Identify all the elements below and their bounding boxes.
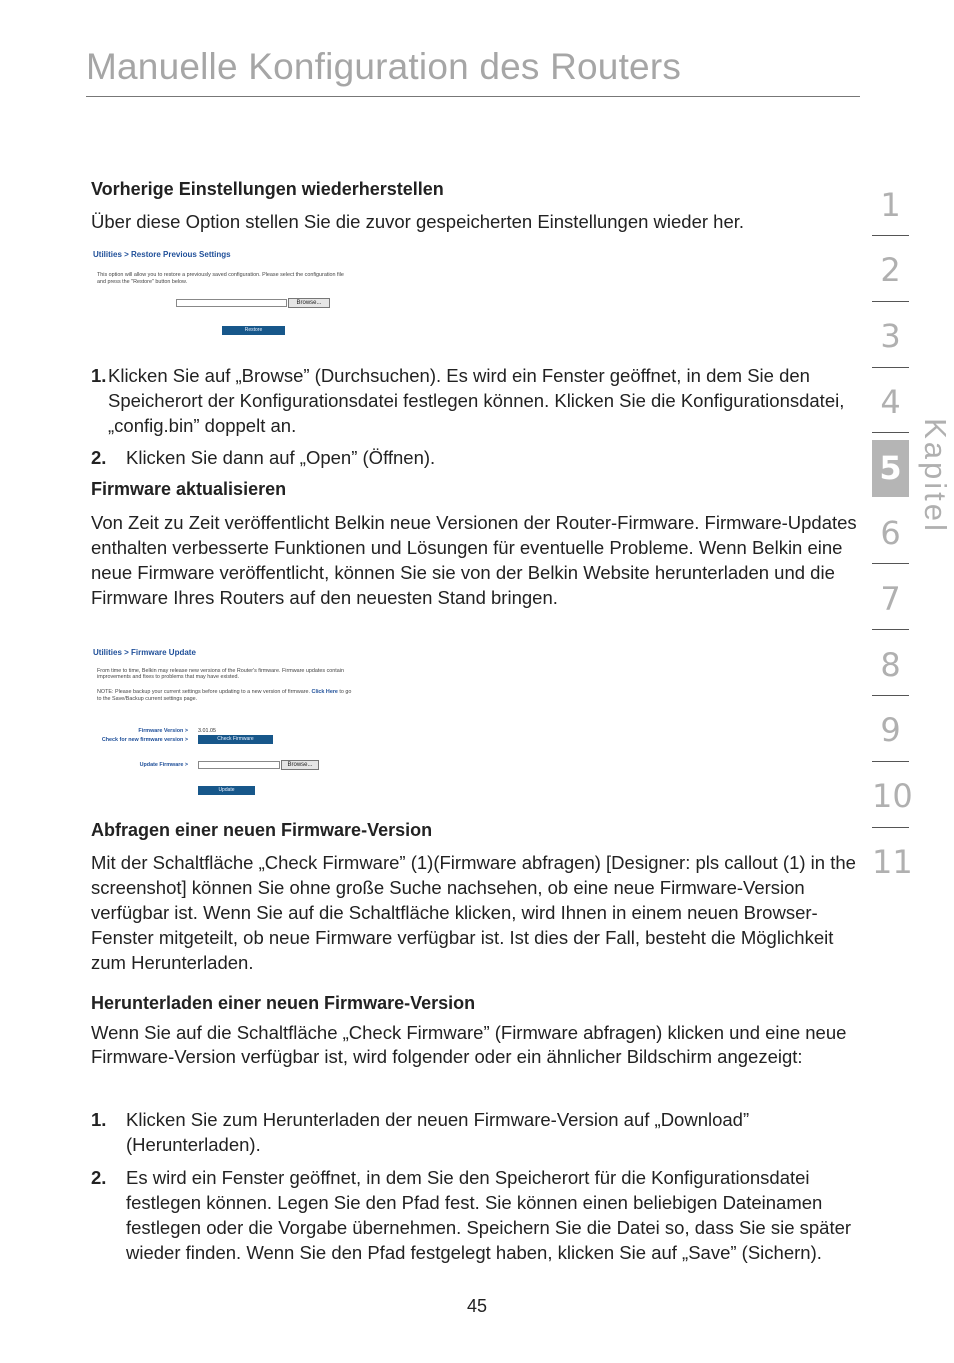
step-number: 2. — [91, 1167, 107, 1188]
chapter-4[interactable]: 4 — [880, 383, 901, 421]
chapter-5-active[interactable]: 5 — [872, 440, 909, 497]
check-firmware-label: Check for new firmware version > — [101, 737, 188, 743]
step-text: Es wird ein Fenster geöffnet, in dem Sie den Speicherort für die Konfigurationsdatei festlegen können. Legen Sie den Pfad fest. Sie können einen beliebigen Dateinamen festlegen oder die Vorgabe übernehmen. Speichern Sie die Datei so, dass Sie sie später wieder finden. Wenn Sie den Pfad festgelegt haben, klicken Sie auf „Save” (Sichern). — [126, 1167, 852, 1263]
update-firmware-label: Update Firmware > — [139, 762, 188, 768]
step-number: 1. — [91, 365, 107, 386]
chapter-divider — [872, 827, 909, 828]
chapter-divider — [872, 629, 909, 630]
restore-step-2 — [91, 445, 866, 470]
step-number: 2. — [91, 447, 107, 468]
chapter-6[interactable]: 6 — [880, 514, 901, 552]
firmware-desc-line2: improvements and fixes to problems that may have existed. — [97, 674, 240, 680]
firmware-file-input[interactable] — [198, 761, 280, 769]
chapter-8[interactable]: 8 — [880, 646, 901, 684]
chapter-9[interactable]: 9 — [880, 711, 901, 749]
chapter-divider — [872, 761, 909, 762]
page-title: Manuelle Konfiguration des Routers — [86, 46, 682, 87]
chapter-2[interactable]: 2 — [880, 251, 901, 289]
firmware-browse-button[interactable]: Browse... — [281, 760, 319, 770]
firmware-body: Von Zeit zu Zeit veröffentlicht Belkin neue Versionen der Router-Firmware. Firmware-Updates enthalten verbesserte Funktionen und Lösungen für eventuelle Probleme. Wenn Belkin eine neue Firmware veröffentlicht, können Sie sie von der Belkin Website herunterladen und die Firmware Ihres Routers auf den neuesten Stand bringen. — [91, 512, 857, 608]
firmware-desc-line1: From time to time, Belkin may release new versions of the Router's firmware. Firmware updates contain — [97, 668, 344, 674]
firmware-note-line1 — [97, 689, 351, 696]
step-text — [91, 363, 866, 438]
restore-screenshot — [92, 250, 422, 340]
chapter-divider — [872, 235, 909, 236]
step-text-content: Klicken Sie auf „Browse” (Durchsuchen). Es wird ein Fenster geöffnet, in dem Sie den Speicherort der Konfigurationsdatei festlegen können. Klicken Sie die Konfigurationsdatei, „config.bin” doppelt an. — [108, 365, 845, 436]
chapter-3[interactable]: 3 — [880, 317, 901, 355]
click-here-link[interactable]: Click Here — [311, 689, 338, 695]
restore-intro: Über diese Option stellen Sie die zuvor gespeicherten Einstellungen wieder her. — [91, 211, 745, 232]
note-text: NOTE: Please backup your current settings before updating to a new version of firmware. — [97, 689, 311, 695]
check-body: Mit der Schaltfläche „Check Firmware” (1)(Firmware abfragen) [Designer: pls callout (1) in the screenshot] können Sie ohne große Suche nachsehen, ob eine neue Firmware-Version verfügbar ist. Wenn Sie auf die Schaltfläche klicken, wird Ihnen in einem neuen Browser-Fenster mitgeteilt, ob neue Firmware verfügbar ist. Ist dies der Fall, besteht die Möglichkeit zum Herunterladen. — [91, 852, 856, 973]
chapter-divider — [872, 695, 909, 696]
chapter-7[interactable]: 7 — [880, 580, 901, 618]
title-divider — [86, 96, 860, 97]
chapter-divider — [872, 563, 909, 564]
check-firmware-button[interactable]: Check Firmware — [198, 735, 273, 744]
check-heading: Abfragen einer neuen Firmware-Version — [91, 820, 433, 840]
download-body: Wenn Sie auf die Schaltfläche „Check Firmware” (Firmware abfragen) klicken und eine neue Firmware-Version verfügbar ist, wird folgender oder ein ähnlicher Bildschirm angezeigt: — [91, 1022, 847, 1067]
restore-desc-line1: This option will allow you to restore a previously saved configuration. Please select the configuration file — [97, 272, 344, 278]
fw-version-label: Firmware Version > — [138, 728, 188, 734]
restore-breadcrumb: Utilities > Restore Previous Settings — [93, 250, 231, 259]
chapter-divider — [872, 301, 909, 302]
restore-file-input[interactable] — [176, 299, 287, 307]
note-after: to go — [339, 689, 352, 695]
restore-button[interactable]: Restore — [222, 326, 285, 335]
restore-step-1 — [91, 363, 866, 438]
update-button[interactable]: Update — [198, 786, 255, 795]
restore-heading: Vorherige Einstellungen wiederherstellen — [91, 179, 444, 199]
download-step-1 — [91, 1107, 866, 1157]
firmware-screenshot — [92, 648, 392, 798]
download-heading: Herunterladen einer neuen Firmware-Version — [91, 993, 476, 1013]
chapter-divider — [872, 432, 909, 433]
restore-browse-button[interactable]: Browse... — [288, 298, 330, 308]
fw-version-value: 3.01.05 — [198, 728, 216, 734]
chapter-1[interactable]: 1 — [880, 186, 901, 224]
restore-desc-line2: and press the "Restore" button below. — [97, 279, 188, 285]
chapter-11[interactable]: 11 — [872, 843, 913, 881]
firmware-note-line2: to the Save/Backup current settings page. — [97, 696, 198, 702]
page-number: 45 — [466, 1296, 488, 1316]
firmware-heading: Firmware aktualisieren — [91, 479, 287, 499]
firmware-breadcrumb: Utilities > Firmware Update — [93, 648, 196, 657]
download-step-2 — [91, 1165, 866, 1265]
step-text: Klicken Sie zum Herunterladen der neuen Firmware-Version auf „Download” (Herunterladen). — [126, 1109, 750, 1155]
chapter-label: Kapitel — [918, 418, 953, 534]
chapter-10[interactable]: 10 — [872, 777, 913, 815]
chapter-divider — [872, 367, 909, 368]
step-number: 1. — [91, 1109, 107, 1130]
step-text: Klicken Sie dann auf „Open” (Öffnen). — [126, 447, 436, 468]
